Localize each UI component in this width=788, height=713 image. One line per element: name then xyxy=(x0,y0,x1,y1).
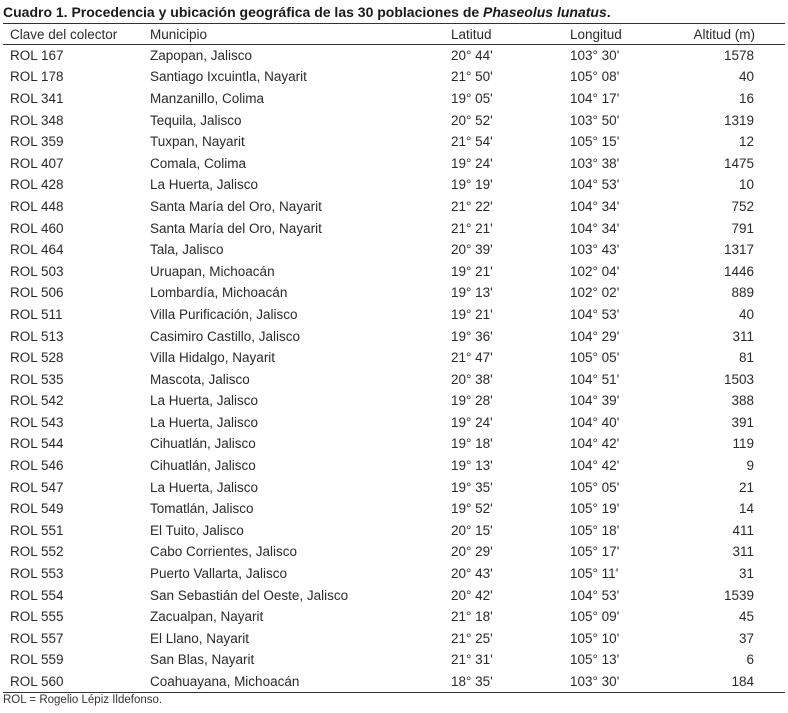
cell-clave: ROL 448 xyxy=(10,198,64,214)
cell-altitud: 388 xyxy=(731,393,754,409)
cell-municipio: La Huerta, Jalisco xyxy=(150,479,259,495)
cell-latitud: 21° 50' xyxy=(451,69,493,85)
cell-municipio: San Blas, Nayarit xyxy=(150,652,255,668)
cell-clave: ROL 543 xyxy=(10,414,64,430)
cell-municipio: Comala, Colima xyxy=(150,155,247,171)
table-row xyxy=(3,88,785,110)
table-row xyxy=(3,196,785,218)
cell-latitud: 20° 29' xyxy=(451,544,493,560)
header-altitud: Altitud (m) xyxy=(693,26,755,42)
cell-altitud: 16 xyxy=(738,90,754,106)
table-row xyxy=(3,433,785,455)
table-row xyxy=(3,109,785,131)
table-row xyxy=(3,498,785,520)
cell-altitud: 1317 xyxy=(723,242,754,258)
cell-municipio: El Llano, Nayarit xyxy=(150,630,250,646)
table-row xyxy=(3,217,785,239)
table-row xyxy=(3,628,785,650)
cell-municipio: Cihuatlán, Jalisco xyxy=(150,458,256,474)
header-latitud: Latitud xyxy=(451,26,492,42)
cell-municipio: Tala, Jalisco xyxy=(150,242,224,258)
cell-latitud: 19° 52' xyxy=(451,501,493,517)
cell-clave: ROL 167 xyxy=(10,48,64,64)
table-row xyxy=(3,325,785,347)
header-clave: Clave del colector xyxy=(10,26,118,42)
table-row xyxy=(3,45,785,67)
cell-longitud: 105° 10' xyxy=(570,630,620,646)
cell-municipio: Tomatlán, Jalisco xyxy=(150,501,254,517)
cell-latitud: 21° 47' xyxy=(451,350,493,366)
cell-clave: ROL 547 xyxy=(10,479,64,495)
cell-clave: ROL 542 xyxy=(10,393,64,409)
cell-clave: ROL 503 xyxy=(10,263,64,279)
cell-municipio: El Tuito, Jalisco xyxy=(150,522,244,538)
table-row xyxy=(3,455,785,477)
cell-latitud: 21° 22' xyxy=(451,198,493,214)
cell-altitud: 45 xyxy=(738,609,754,625)
cell-latitud: 21° 18' xyxy=(451,609,493,625)
cell-municipio: La Huerta, Jalisco xyxy=(150,177,259,193)
cell-latitud: 21° 54' xyxy=(451,134,493,150)
table-row xyxy=(3,304,785,326)
cell-altitud: 119 xyxy=(732,436,754,452)
cell-altitud: 1503 xyxy=(723,371,754,387)
cell-latitud: 19° 21' xyxy=(451,263,493,279)
cell-longitud: 104° 53' xyxy=(570,306,620,322)
cell-altitud: 411 xyxy=(732,522,754,538)
cell-longitud: 104° 40' xyxy=(570,414,620,430)
cell-longitud: 103° 30' xyxy=(570,48,620,64)
cell-altitud: 1475 xyxy=(723,155,754,171)
cell-longitud: 105° 18' xyxy=(570,522,620,538)
cell-longitud: 104° 42' xyxy=(570,436,620,452)
cell-latitud: 19° 21' xyxy=(451,306,493,322)
cell-latitud: 21° 21' xyxy=(451,220,493,236)
cell-latitud: 19° 28' xyxy=(451,393,493,409)
cell-longitud: 103° 50' xyxy=(570,112,620,128)
cell-clave: ROL 460 xyxy=(10,220,64,236)
cell-latitud: 19° 05' xyxy=(451,90,493,106)
cell-clave: ROL 557 xyxy=(10,630,64,646)
cell-longitud: 104° 51' xyxy=(570,371,620,387)
cell-municipio: Tuxpan, Nayarit xyxy=(150,134,245,150)
cell-longitud: 104° 29' xyxy=(570,328,620,344)
caption-species: Phaseolus lunatus xyxy=(483,4,607,20)
header-longitud: Longitud xyxy=(570,26,622,42)
cell-latitud: 19° 35' xyxy=(451,479,493,495)
cell-clave: ROL 554 xyxy=(10,587,64,603)
cell-clave: ROL 513 xyxy=(10,328,64,344)
cell-altitud: 6 xyxy=(746,652,754,668)
table-row xyxy=(3,606,785,628)
cell-altitud: 1539 xyxy=(723,587,754,603)
cell-altitud: 311 xyxy=(732,544,754,560)
cell-longitud: 105° 19' xyxy=(570,501,620,517)
cell-altitud: 889 xyxy=(731,285,754,301)
cell-municipio: Manzanillo, Colima xyxy=(150,90,265,106)
cell-clave: ROL 546 xyxy=(10,458,64,474)
cell-municipio: La Huerta, Jalisco xyxy=(150,393,259,409)
cell-altitud: 791 xyxy=(731,220,754,236)
cell-latitud: 21° 31' xyxy=(451,652,493,668)
cell-clave: ROL 464 xyxy=(10,242,64,258)
cell-clave: ROL 560 xyxy=(10,673,64,689)
cell-clave: ROL 528 xyxy=(10,350,64,366)
table-row xyxy=(3,390,785,412)
cell-latitud: 19° 19' xyxy=(451,177,493,193)
cell-longitud: 104° 39' xyxy=(570,393,620,409)
cell-municipio: Cabo Corrientes, Jalisco xyxy=(150,544,298,560)
cell-clave: ROL 178 xyxy=(10,69,64,85)
cell-longitud: 104° 53' xyxy=(570,587,620,603)
cell-altitud: 21 xyxy=(738,479,754,495)
table-row xyxy=(3,239,785,261)
cell-altitud: 1446 xyxy=(723,263,754,279)
cell-municipio: La Huerta, Jalisco xyxy=(150,414,259,430)
header-row xyxy=(3,24,785,45)
cell-longitud: 105° 05' xyxy=(570,479,620,495)
cell-municipio: San Sebastián del Oeste, Jalisco xyxy=(150,587,349,603)
cell-clave: ROL 407 xyxy=(10,155,64,171)
table-row xyxy=(3,66,785,88)
cell-clave: ROL 544 xyxy=(10,436,64,452)
table-row xyxy=(3,671,785,693)
cell-longitud: 105° 09' xyxy=(570,609,620,625)
cell-latitud: 19° 13' xyxy=(451,285,493,301)
cell-altitud: 752 xyxy=(731,198,754,214)
table-row xyxy=(3,520,785,542)
cell-clave: ROL 551 xyxy=(10,522,64,538)
cell-clave: ROL 341 xyxy=(10,90,64,106)
cell-altitud: 81 xyxy=(738,350,754,366)
table-row xyxy=(3,541,785,563)
cell-municipio: Zacualpan, Nayarit xyxy=(150,609,264,625)
cell-altitud: 40 xyxy=(738,306,754,322)
cell-longitud: 104° 53' xyxy=(570,177,620,193)
table-row xyxy=(3,649,785,671)
cell-longitud: 105° 13' xyxy=(570,652,620,668)
cell-municipio: Uruapan, Michoacán xyxy=(150,263,275,279)
cell-longitud: 105° 11' xyxy=(570,566,619,582)
cell-altitud: 311 xyxy=(732,328,754,344)
cell-clave: ROL 535 xyxy=(10,371,64,387)
cell-latitud: 20° 44' xyxy=(451,48,493,64)
cell-latitud: 18° 35' xyxy=(451,673,493,689)
cell-longitud: 104° 34' xyxy=(570,220,620,236)
table-row xyxy=(3,347,785,369)
cell-clave: ROL 506 xyxy=(10,285,64,301)
table-row xyxy=(3,563,785,585)
table-footnote: ROL = Rogelio Lépiz Ildefonso. xyxy=(3,694,163,706)
table-row xyxy=(3,152,785,174)
cell-altitud: 14 xyxy=(738,501,754,517)
table-row xyxy=(3,131,785,153)
cell-clave: ROL 559 xyxy=(10,652,64,668)
cell-municipio: Santiago Ixcuintla, Nayarit xyxy=(150,69,307,85)
cell-clave: ROL 553 xyxy=(10,566,64,582)
cell-longitud: 102° 04' xyxy=(570,263,620,279)
table-caption xyxy=(3,4,611,20)
cell-municipio: Lombardía, Michoacán xyxy=(150,285,288,301)
cell-altitud: 391 xyxy=(731,414,754,430)
header-municipio: Municipio xyxy=(150,26,208,42)
cell-longitud: 105° 05' xyxy=(570,350,620,366)
cell-altitud: 9 xyxy=(746,458,754,474)
cell-clave: ROL 552 xyxy=(10,544,64,560)
cell-latitud: 20° 52' xyxy=(451,112,493,128)
table-row xyxy=(3,260,785,282)
cell-longitud: 102° 02' xyxy=(570,285,620,301)
caption-suffix: . xyxy=(606,4,611,20)
cell-municipio: Puerto Vallarta, Jalisco xyxy=(150,566,288,582)
cell-longitud: 103° 43' xyxy=(570,242,620,258)
table-row xyxy=(3,476,785,498)
table-row xyxy=(3,584,785,606)
cell-municipio: Mascota, Jalisco xyxy=(150,371,250,387)
cell-municipio: Santa María del Oro, Nayarit xyxy=(150,198,322,214)
cell-clave: ROL 549 xyxy=(10,501,64,517)
cell-longitud: 105° 15' xyxy=(570,134,620,150)
cell-clave: ROL 511 xyxy=(10,306,63,322)
cell-latitud: 21° 25' xyxy=(451,630,493,646)
cell-longitud: 103° 30' xyxy=(570,673,620,689)
table-row xyxy=(3,368,785,390)
cell-clave: ROL 428 xyxy=(10,177,64,193)
cell-altitud: 1319 xyxy=(723,112,754,128)
cell-latitud: 20° 42' xyxy=(451,587,493,603)
cell-latitud: 20° 38' xyxy=(451,371,493,387)
cell-clave: ROL 348 xyxy=(10,112,64,128)
table-row xyxy=(3,174,785,196)
table-row xyxy=(3,412,785,434)
table-row xyxy=(3,282,785,304)
cell-latitud: 20° 15' xyxy=(451,522,493,538)
cell-altitud: 40 xyxy=(738,69,754,85)
cell-longitud: 105° 17' xyxy=(570,544,620,560)
cell-municipio: Casimiro Castillo, Jalisco xyxy=(150,328,301,344)
cell-municipio: Villa Hidalgo, Nayarit xyxy=(150,350,276,366)
cell-latitud: 19° 13' xyxy=(451,458,493,474)
cell-altitud: 184 xyxy=(731,673,754,689)
cell-altitud: 31 xyxy=(738,566,754,582)
cell-municipio: Tequila, Jalisco xyxy=(150,112,242,128)
caption-prefix: Cuadro 1. Procedencia y ubicación geográfica de las 30 poblaciones de xyxy=(3,4,484,20)
cell-municipio: Coahuayana, Michoacán xyxy=(150,673,300,689)
cell-longitud: 103° 38' xyxy=(570,155,620,171)
cell-municipio: Cihuatlán, Jalisco xyxy=(150,436,256,452)
cell-longitud: 104° 34' xyxy=(570,198,620,214)
cell-longitud: 104° 42' xyxy=(570,458,620,474)
cell-altitud: 37 xyxy=(738,630,754,646)
cell-latitud: 19° 18' xyxy=(451,436,493,452)
cell-latitud: 19° 36' xyxy=(451,328,493,344)
cell-latitud: 20° 43' xyxy=(451,566,493,582)
cell-municipio: Villa Purificación, Jalisco xyxy=(150,306,298,322)
cell-municipio: Zapopan, Jalisco xyxy=(150,48,253,64)
cell-municipio: Santa María del Oro, Nayarit xyxy=(150,220,322,236)
cell-altitud: 1578 xyxy=(723,48,754,64)
cell-clave: ROL 359 xyxy=(10,134,64,150)
cell-altitud: 10 xyxy=(738,177,754,193)
cell-longitud: 104° 17' xyxy=(570,90,620,106)
cell-latitud: 20° 39' xyxy=(451,242,493,258)
cell-longitud: 105° 08' xyxy=(570,69,620,85)
table-header xyxy=(3,24,785,45)
table-body xyxy=(3,45,785,693)
cell-latitud: 19° 24' xyxy=(451,414,493,430)
cell-clave: ROL 555 xyxy=(10,609,64,625)
cell-altitud: 12 xyxy=(738,134,754,150)
cell-latitud: 19° 24' xyxy=(451,155,493,171)
populations-table xyxy=(3,23,785,693)
